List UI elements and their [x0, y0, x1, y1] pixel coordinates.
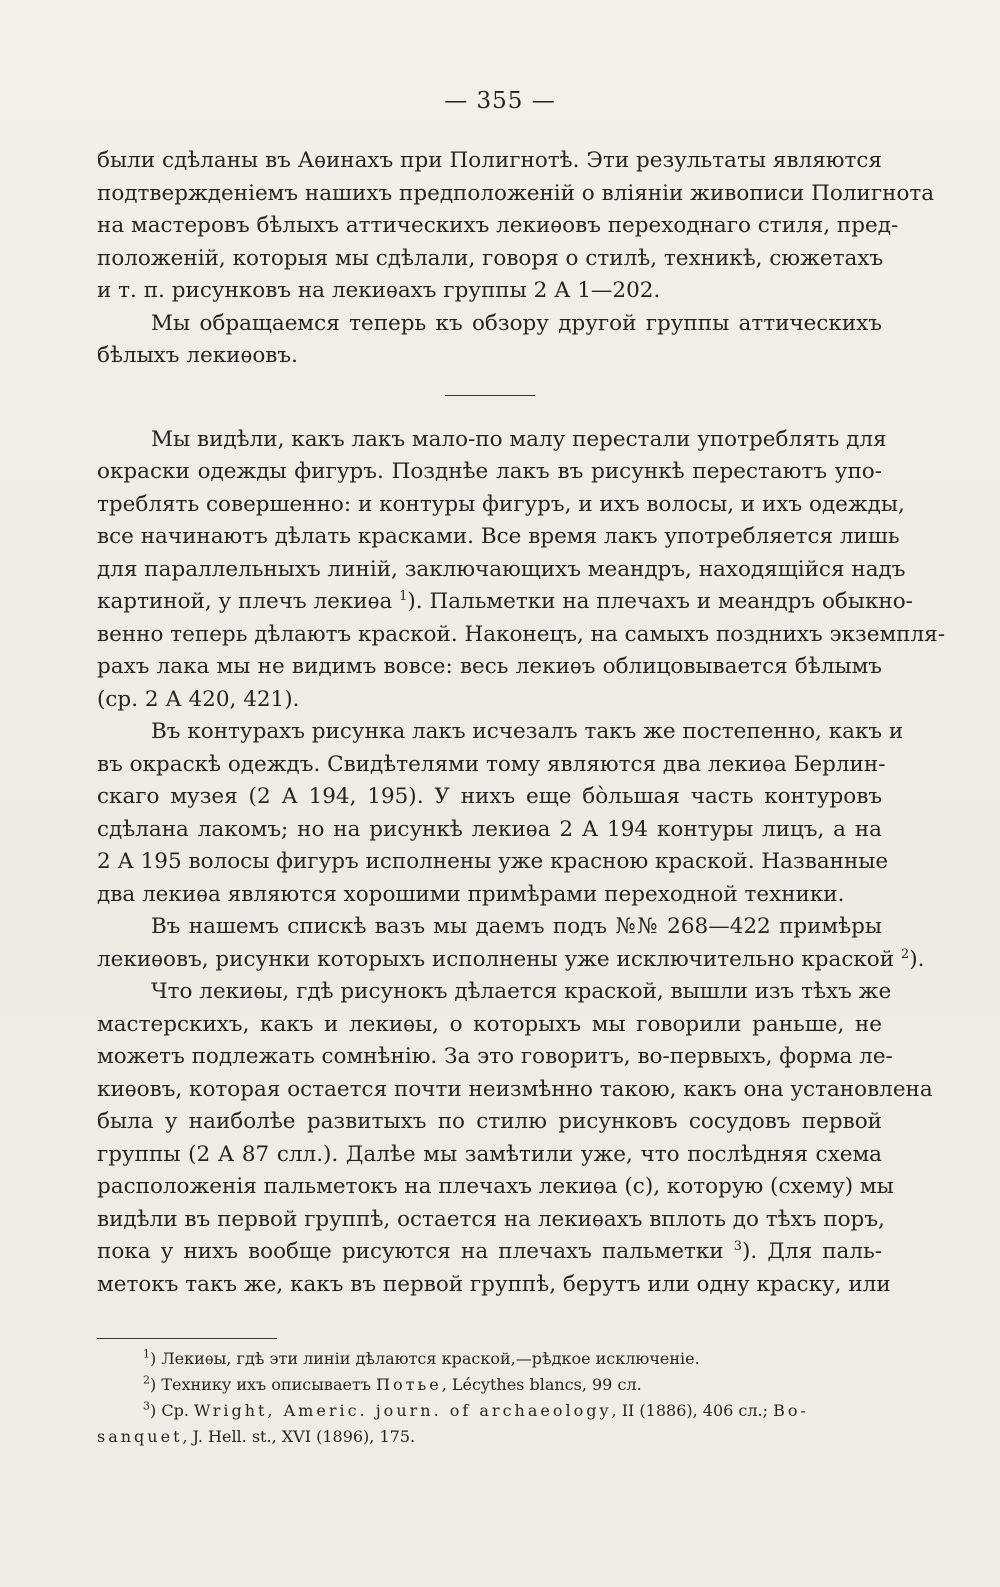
text-fragment: лекиѳовъ, рисунки которыхъ исполнены уже исключительно краской	[97, 946, 895, 972]
text-line: рахъ лака мы не видимъ вовсе: весь лекиѳъ облицовывается бѣлымъ	[97, 654, 882, 679]
footnote-2	[97, 1372, 882, 1398]
text-line: Въ нашемъ спискѣ вазъ мы даемъ подъ №№ 268—422 примѣры	[151, 914, 882, 939]
footnote-text: , J. Hell. st., XVI (1896), 175.	[182, 1427, 416, 1446]
text-line: (ср. 2 А 420, 421).	[97, 686, 300, 712]
text-line: окраски одежды фигуръ. Позднѣе лакъ въ рисункѣ перестаютъ упо-	[97, 459, 882, 484]
text-line: были сдѣланы въ Аѳинахъ при Полигнотѣ. Эти результаты являются	[97, 148, 882, 173]
text-line: и т. п. рисунковъ на лекиѳахъ группы 2 А 1—202.	[97, 278, 661, 303]
text-line: группы (2 А 87 слл.). Далѣе мы замѣтили уже, что послѣдняя схема	[97, 1141, 882, 1167]
paragraph-3	[97, 424, 945, 717]
body-text	[97, 145, 945, 1301]
paragraph-2	[97, 308, 882, 373]
text-line	[97, 586, 913, 619]
text-line: киѳовъ, которая остается почти неизмѣнно такою, какъ она установлена	[97, 1076, 933, 1102]
text-line: мастерскихъ, какъ и лекиѳы, о которыхъ мы говорили раньше, не	[97, 1011, 882, 1037]
text-line	[97, 1236, 882, 1269]
text-line: можетъ подлежать сомнѣнію. За это говоритъ, во-первыхъ, форма ле-	[97, 1044, 893, 1069]
footnote-ref-3[interactable]: 3	[733, 1238, 743, 1254]
footnote-ref-2[interactable]: 2	[900, 946, 910, 962]
footnote-text: , II (1886), 406 сл.;	[611, 1401, 774, 1420]
text-line: 2 А 195 волосы фигуръ исполнены уже красною краской. Названные	[97, 849, 889, 874]
footnote-mark: 3	[143, 1399, 150, 1413]
text-line: сдѣлана лакомъ; но на рисункѣ лекиѳа 2 А 194 контуры лицъ, а на	[97, 816, 882, 842]
text-line: бѣлыхъ лекиѳовъ.	[97, 343, 298, 368]
footnote-text: ) Технику ихъ описываетъ	[150, 1375, 377, 1394]
footnote-author: Wright, Americ. journ. of archaeology	[193, 1401, 612, 1420]
text-line: треблять совершенно: и контуры фигуръ, и ихъ волосы, и ихъ одежды,	[97, 491, 905, 517]
text-fragment: ). Пальметки на плечахъ и меандръ обыкно-	[407, 589, 913, 614]
footnote-text: ) Лекиѳы, гдѣ эти линіи дѣлаются краской,—рѣдкое исключеніе.	[150, 1349, 700, 1368]
footnote-author: Bo-	[773, 1401, 809, 1420]
paragraph-5	[97, 911, 925, 976]
paragraph-6	[97, 976, 933, 1301]
footnote-mark: 2	[143, 1373, 150, 1387]
footnotes	[97, 1346, 882, 1450]
text-line: Мы обращаемся теперь къ обзору другой группы аттическихъ	[151, 310, 882, 336]
text-line: Мы видѣли, какъ лакъ мало-по малу перестали употреблять для	[151, 426, 887, 452]
text-line: для параллельныхъ линій, заключающихъ меандръ, находящійся надъ	[97, 556, 906, 582]
text-line: метокъ такъ же, какъ въ первой группѣ, берутъ или одну краску, или	[97, 1271, 891, 1297]
text-line: расположенія пальметокъ на плечахъ лекиѳа (c), которую (схему) мы	[97, 1174, 894, 1199]
footnote-3-continued	[97, 1424, 882, 1450]
text-fragment: пока у нихъ вообще рисуются на плечахъ пальметки	[97, 1239, 724, 1264]
footnote-author: Потье	[376, 1375, 442, 1394]
footnote-1	[97, 1346, 882, 1372]
text-line: два лекиѳа являются хорошими примѣрами переходной техники.	[97, 881, 845, 907]
text-line	[97, 944, 925, 977]
page-number: — 355 —	[444, 88, 556, 114]
text-line: Что лекиѳы, гдѣ рисунокъ дѣлается краской, вышли изъ тѣхъ же	[151, 979, 892, 1004]
section-divider	[445, 395, 535, 396]
footnote-3	[97, 1398, 882, 1424]
text-line: на мастеровъ бѣлыхъ аттическихъ лекиѳовъ переходнаго стиля, пред-	[97, 213, 899, 238]
text-line: видѣли въ первой группѣ, остается на лекиѳахъ вплоть до тѣхъ поръ,	[97, 1206, 885, 1232]
text-fragment: ). Для паль-	[742, 1239, 882, 1264]
footnote-divider	[97, 1338, 277, 1339]
text-line: была у наиболѣе развитыхъ по стилю рисунковъ сосудовъ первой	[97, 1109, 882, 1134]
footnote-text: ) Ср.	[150, 1401, 194, 1420]
text-line: Въ контурахъ рисунка лакъ исчезалъ такъ же постепенно, какъ и	[151, 719, 904, 744]
footnote-author: sanquet	[97, 1427, 183, 1446]
footnote-text: , Lécythes blancs, 99 сл.	[441, 1375, 642, 1394]
text-fragment: картиной, у плечъ лекиѳа	[97, 589, 393, 614]
footnote-mark: 1	[143, 1347, 150, 1361]
text-line: въ окраскѣ одеждъ. Свидѣтелями тому являются два лекиѳа Берлин-	[97, 751, 886, 777]
text-fragment: ).	[909, 946, 925, 972]
paragraph-4	[97, 716, 904, 911]
text-line: подтвержденіемъ нашихъ предположеній о вліяніи живописи Полигнота	[97, 180, 935, 206]
text-line: скаго музея (2 А 194, 195). У нихъ еще бо̀льшая часть контуровъ	[97, 784, 882, 809]
text-line: все начинаютъ дѣлать красками. Все время лакъ употребляется лишь	[97, 524, 900, 549]
footnote-ref-1[interactable]: 1	[399, 588, 408, 604]
text-line: положеній, которыя мы сдѣлали, говоря о стилѣ, техникѣ, сюжетахъ	[97, 245, 884, 271]
paragraph-1	[97, 145, 935, 308]
text-line: венно теперь дѣлаютъ краской. Наконецъ, на самыхъ позднихъ экземпля-	[97, 621, 945, 647]
